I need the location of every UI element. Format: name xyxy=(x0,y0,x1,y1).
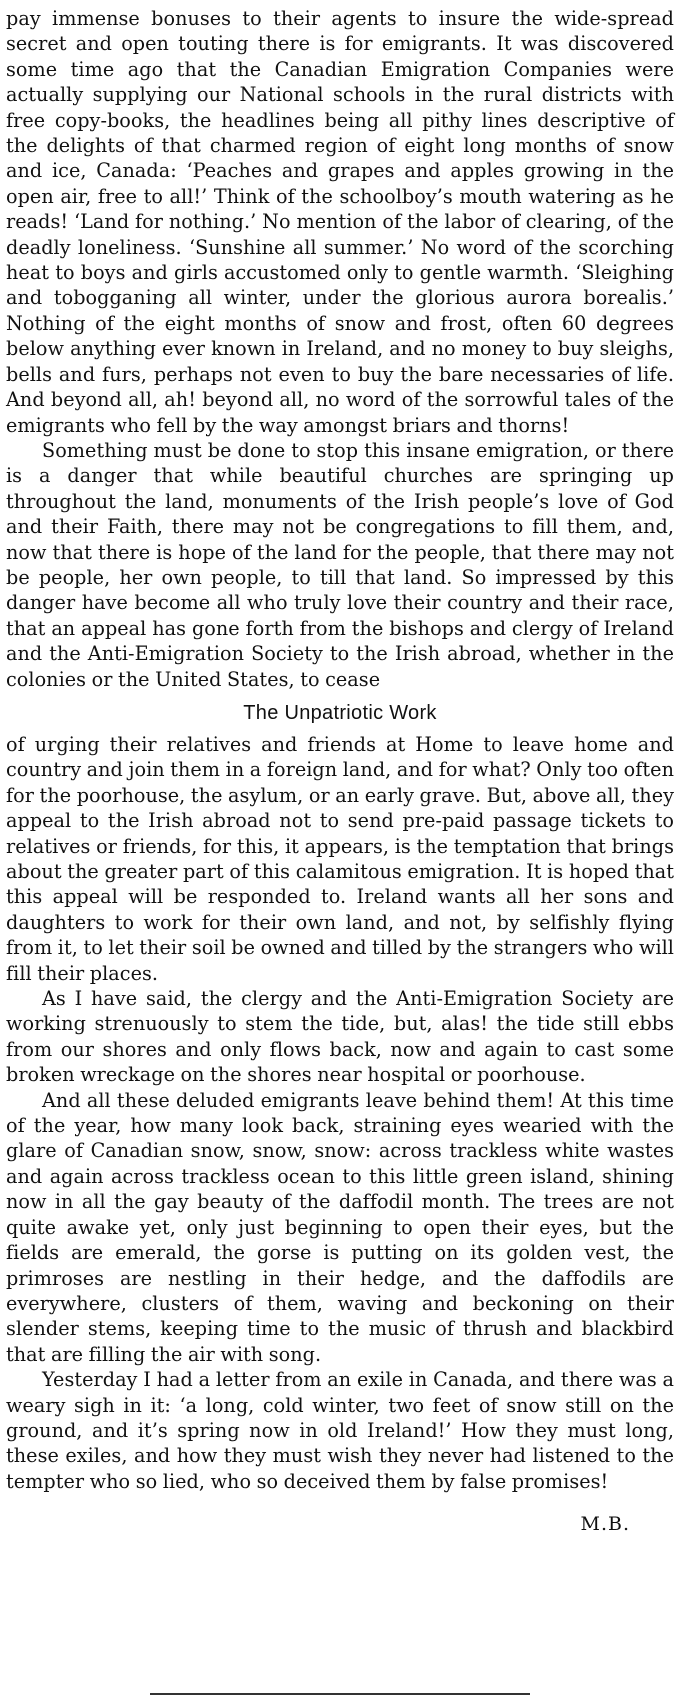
paragraph-insane-emigration: Something must be done to stop this insane emigration, or there is a danger that while beautiful churches are springing up throughout the land, monuments of the Irish people’s love of God and their Faith, there may not be congregations to fill them, and, now that there is hope of the land for the people, that there may not be people, her own people, to till that land. So impressed by this danger have become all who truly love their country and their race, that an appeal has gone forth from the bishops and clergy of Ireland and the Anti-Emigration Society to the Irish abroad, whether in the colonies or the United States, to cease xyxy=(6,438,674,691)
subheading: The Unpatriotic Work xyxy=(243,701,437,724)
paragraph-exile-letter: Yesterday I had a letter from an exile in Canada, and there was a weary sigh in it: ‘a long, cold winter, two feet of snow still on the ground, and it’s spring now in old Ireland!’ How they must long, these exiles, and how they must wish they never had listened to the tempter who so lied, who so deceived them by false promises! xyxy=(6,1368,674,1493)
paragraph-clergy: As I have said, the clergy and the Anti-Emigration Society are working strenuously to stem the tide, but, alas! the tide still ebbs from our shores and only flows back, now and again to cast some broken wreckage on the shores near hospital or poorhouse. xyxy=(6,987,674,1087)
paragraph-copy-books: pay immense bonuses to their agents to insure the wide-spread secret and open touting there is for emigrants. It was discovered some time ago that the Canadian Emigration Companies were actually supplying our National schools in the rural districts with free copy-books, the headlines being all pithy lines descriptive of the delights of that charmed region of eight long months of snow and ice, Canada: ‘Peaches and grapes and apples growing in the open air, free to all!’ Think of the schoolboy’s mouth watering as he reads! ‘Land for nothing.’ No mention of the labor of clearing, of the deadly loneliness. ‘Sunshine all summer.’ No word of the scorching heat to boys and girls accustomed only to gentle warmth. ‘Sleighing and tobogganing all winter, under the glorious aurora borealis.’ Nothing of the eight months of snow and frost, often 60 degrees below anything ever known in Ireland, and no money to buy sleighs, bells and furs, perhaps not even to buy the bare necessaries of life. And beyond all, ah! beyond all, no word of the sorrowful tales of the emigrants who fell by the way amongst briars and thorns! xyxy=(6,7,674,437)
signature: M.B. xyxy=(580,1513,630,1536)
paragraph-daffodil-month: And all these deluded emigrants leave behind them! At this time of the year, how many look back, straining eyes wearied with the glare of Canadian snow, snow, snow: across trackless white wastes and again across trackless ocean to this little green island, shining now in all the gay beauty of the daffodil month. The trees are not quite awake yet, only just beginning to open their eyes, but the fields are emerald, the gorse is putting on its golden vest, the primroses are nestling in their hedge, and the daffodils are everywhere, clusters of them, waving and beckoning on their slender stems, keeping time to the music of thrush and blackbird that are filling the air with song. xyxy=(6,1088,674,1366)
paragraph-appeal: of urging their relatives and friends at Home to leave home and country and join them in a foreign land, and for what? Only too often for the poorhouse, the asylum, or an early grave. But, above all, they appeal to the Irish abroad not to send pre-paid passage tickets to relatives or friends, for this, it appears, is the temptation that brings about the greater part of this calamitous emigration. It is hoped that this appeal will be responded to. Ireland wants all her sons and daughters to work for their own land, and not, by selfishly flying from it, to let their soil be owned and tilled by the strangers who will fill their places. xyxy=(6,732,674,985)
column-end-rule xyxy=(150,1693,530,1695)
